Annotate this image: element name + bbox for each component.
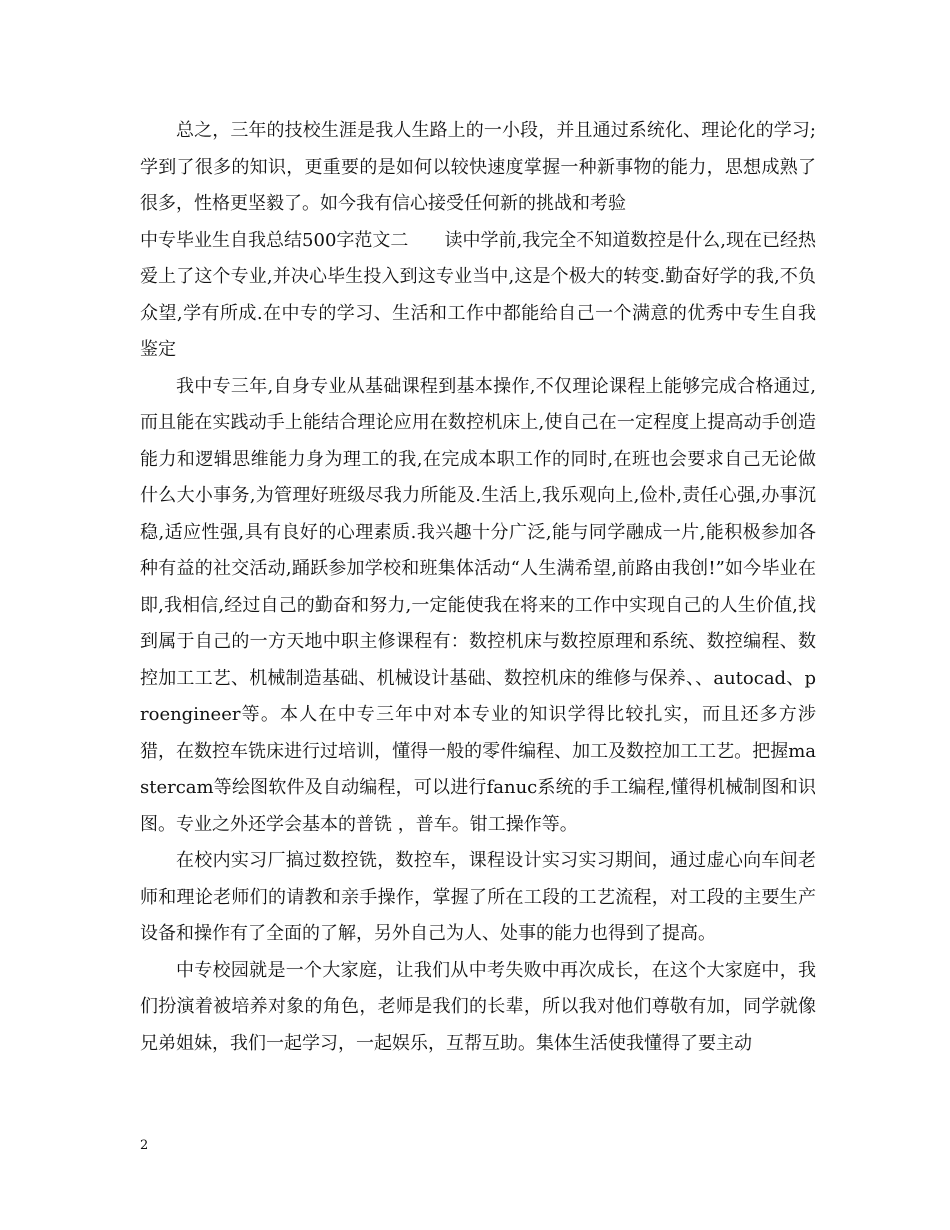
paragraph-internship: 在校内实习厂搞过数控铣，数控车，课程设计实习实习期间，通过虚心向车间老师和理论老师们的请教和亲手操作，掌握了所在工段的工艺流程，对工段的主要生产设备和操作有了全面的了解，另外自己为人、处事的能力也得到了提高。: [140, 850, 816, 944]
document-body: [140, 113, 816, 1062]
paragraph-summary: 总之，三年的技校生涯是我人生路上的一小段，并且通过系统化、理论化的学习;学到了很多的知识，更重要的是如何以较快速度掌握一种新事物的能力，思想成熟了很多，性格更坚毅了。如今我有信心接受任何新的挑战和考验: [140, 120, 816, 214]
page-number: 2: [140, 1138, 149, 1153]
paragraph-major-courses: 我中专三年,自身专业从基础课程到基本操作,不仅理论课程上能够完成合格通过,而且能在实践动手上能结合理论应用在数控机床上,使自己在一定程度上提高动手创造能力和逻辑思维能力身为理工的我,在完成本职工作的同时,在班也会要求自己无论做什么大小事务,为管理好班级尽我力所能及.生活上,我乐观向上,俭朴,责任心强,办事沉稳,适应性强,具有良好的心理素质.我兴趣十分广泛,能与同学融成一片,能积极参加各种有益的社交活动,踊跃参加学校和班集体活动“人生满希望,前路由我创!”如今毕业在即,我相信,经过自己的勤奋和努力,一定能使我在将来的工作中实现自己的人生价值,找到属于自己的一方天地中职主修课程有：数控机床与数控原理和系统、数控编程、数控加工工艺、机械制造基础、机械设计基础、数控机床的维修与保养、、autocad、proengineer等。本人在中专三年中对本专业的知识学得比较扎实，而且还多方涉猎，在数控车铣床进行过培训，懂得一般的零件编程、加工及数控加工工艺。把握mastercam等绘图软件及自动编程，可以进行fanuc系统的手工编程,懂得机械制图和识图。专业之外还学会基本的普铣 ，普车。钳工操作等。: [140, 375, 816, 835]
paragraph-essay-two-intro: 中专毕业生自我总结500字范文二 读中学前,我完全不知道数控是什么,现在已经热爱上了这个专业,并决心毕生投入到这专业当中,这是个极大的转变.勤奋好学的我,不负众望,学有所成.在中专的学习、生活和工作中都能给自己一个满意的优秀中专生自我鉴定: [140, 229, 816, 360]
paragraph-campus-life: 中专校园就是一个大家庭，让我们从中考失败中再次成长，在这个大家庭中，我们扮演着被培养对象的角色，老师是我们的长辈，所以我对他们尊敬有加，同学就像兄弟姐妹，我们一起学习，一起娱乐，互帮互助。集体生活使我懂得了要主动: [140, 959, 816, 1054]
